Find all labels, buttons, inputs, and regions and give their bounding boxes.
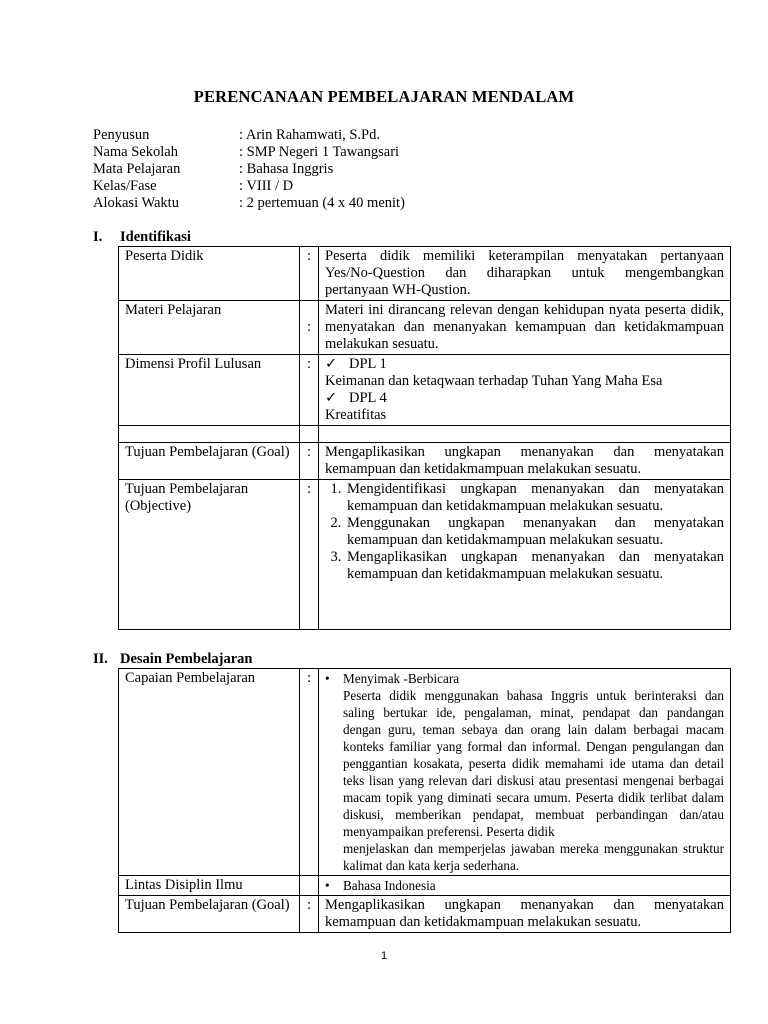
dpl-title: DPL 4 (349, 390, 387, 406)
section-title: Identifikasi (120, 229, 191, 245)
meta-key: Nama Sekolah (93, 144, 178, 160)
dpl-list (319, 355, 731, 426)
row-label: Dimensi Profil Lulusan (119, 355, 300, 426)
section-title: Desain Pembelajaran (120, 651, 253, 667)
section-number: I. (93, 229, 103, 245)
colon: : (300, 896, 319, 933)
colon: : (300, 669, 319, 876)
row-value: Mengaplikasikan ungkapan menanyakan dan menyatakan kemampuan dan ketidakmampuan melakukan sesuatu. (319, 443, 731, 480)
document-meta (93, 127, 405, 212)
section-number: II. (93, 651, 108, 667)
meta-value: : VIII / D (239, 178, 294, 194)
cp-content (319, 669, 731, 876)
section-heading-desain (93, 651, 253, 668)
dpl-desc: Keimanan dan ketaqwaan terhadap Tuhan Yang Maha Esa (325, 373, 663, 389)
row-label: Tujuan Pembelajaran (Objective) (119, 480, 300, 630)
lintas-value: Bahasa Indonesia (343, 878, 436, 893)
section-heading-identifikasi (93, 229, 191, 246)
empty-cell (300, 426, 319, 443)
row-label: Materi Pelajaran (119, 301, 300, 355)
table-row (119, 247, 731, 301)
meta-key: Alokasi Waktu (93, 195, 179, 211)
identifikasi-table (118, 246, 731, 630)
dpl-item (325, 356, 724, 373)
empty-cell (319, 426, 731, 443)
bullet-icon: • (325, 878, 330, 893)
row-value: Materi ini dirancang relevan dengan kehidupan nyata peserta didik, menyatakan dan menanyakan kemampuan dan ketidakmampuan melakukan sesuatu. (319, 301, 731, 355)
colon: : (300, 301, 319, 355)
objective-list (319, 480, 731, 630)
meta-key: Kelas/Fase (93, 178, 157, 194)
colon: : (300, 443, 319, 480)
meta-value: : 2 pertemuan (4 x 40 menit) (239, 195, 405, 211)
meta-key: Penyusun (93, 127, 150, 143)
check-icon: ✓ (325, 356, 338, 372)
table-row (119, 301, 731, 355)
desain-table (118, 668, 731, 933)
table-row (119, 443, 731, 480)
row-label: Tujuan Pembelajaran (Goal) (119, 443, 300, 480)
dpl-item (325, 390, 724, 407)
bullet-icon: • (325, 671, 330, 686)
row-label: Capaian Pembelajaran (119, 669, 300, 876)
empty-cell (300, 876, 319, 896)
row-value: Peserta didik memiliki keterampilan menyatakan pertanyaan Yes/No-Question dan diharapkan untuk mengembangkan pertanyaan WH-Qustion. (319, 247, 731, 301)
page-number: 1 (380, 950, 388, 962)
colon: : (300, 355, 319, 426)
meta-row-alokasi (93, 195, 405, 212)
row-label: Peserta Didik (119, 247, 300, 301)
meta-row-penyusun (93, 127, 405, 144)
check-icon: ✓ (325, 390, 338, 406)
meta-row-mapel (93, 161, 405, 178)
objective-ol (325, 481, 724, 583)
cp-text: menjelaskan dan memperjelas jawaban mereka menggunakan struktur kalimat dan kata kerja sederhana. (343, 841, 724, 873)
page-title: PERENCANAAN PEMBELAJARAN MENDALAM (193, 87, 575, 106)
colon: : (300, 247, 319, 301)
list-item (325, 877, 724, 894)
meta-value: : SMP Negeri 1 Tawangsari (239, 144, 400, 160)
row-label: Tujuan Pembelajaran (Goal) (119, 896, 300, 933)
meta-value: : Bahasa Inggris (239, 161, 334, 177)
lintas-content (319, 876, 731, 896)
table-row (119, 876, 731, 896)
empty-cell (119, 426, 300, 443)
cp-head: Menyimak -Berbicara (343, 671, 460, 686)
table-row-empty (119, 426, 731, 443)
table-row (119, 896, 731, 933)
list-item (325, 670, 724, 687)
list-item: 1. Mengidentifikasi ungkapan menanyakan dan menyatakan kemampuan dan ketidakmampuan melakukan sesuatu. (345, 481, 724, 515)
meta-key: Mata Pelajaran (93, 161, 181, 177)
table-row (119, 355, 731, 426)
list-item: 3. Mengaplikasikan ungkapan menanyakan dan menyatakan kemampuan dan ketidakmampuan melakukan sesuatu. (345, 549, 724, 583)
cp-text: Peserta didik menggunakan bahasa Inggris untuk berinteraksi dan saling bertukar ide, pengalaman, minat, pendapat dan pandangan dengan guru, teman sebaya dan orang lain dalam berbagai macam konteks familiar yang formal dan informal. Dengan pengulangan dan penggantian kosakata, peserta didik memahami ide utama dan detail teks lisan yang relevan dari diskusi atau presentasi mengenai berbagai macam topik yang diminati secara umum. Peserta didik terlibat dalam diskusi, memberikan pendapat, membuat perbandingan dan/atau menyampaikan preferensi. Peserta didik (343, 688, 724, 839)
row-value: Mengaplikasikan ungkapan menanyakan dan menyatakan kemampuan dan ketidakmampuan melakukan sesuatu. (319, 896, 731, 933)
meta-value: : Arin Rahamwati, S.Pd. (239, 127, 380, 143)
meta-row-sekolah (93, 144, 405, 161)
row-label: Lintas Disiplin Ilmu (119, 876, 300, 896)
meta-row-kelas (93, 178, 405, 195)
list-item: 2. Menggunakan ungkapan menanyakan dan menyatakan kemampuan dan ketidakmampuan melakukan sesuatu. (345, 515, 724, 549)
table-row (119, 669, 731, 876)
table-row (119, 480, 731, 630)
dpl-title: DPL 1 (349, 356, 387, 372)
colon: : (300, 480, 319, 630)
dpl-desc: Kreatifitas (325, 407, 387, 423)
